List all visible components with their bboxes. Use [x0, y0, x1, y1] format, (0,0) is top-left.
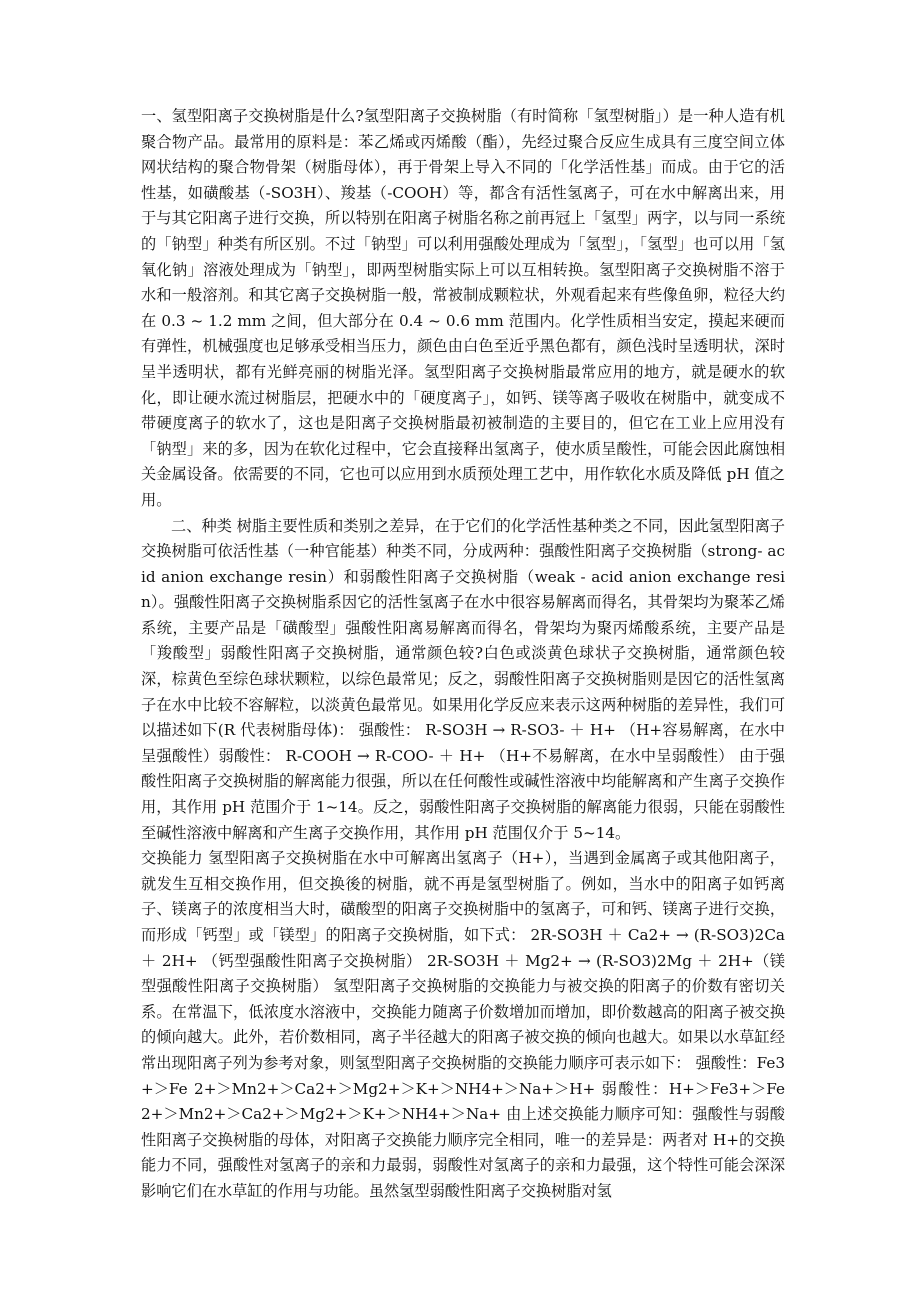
paragraph-types: 二、种类 树脂主要性质和类别之差异，在于它们的化学活性基种类之不同，因此氢型阳离子交换树脂可依活性基（一种官能基）种类不同，分成两种：强酸性阳离子交换树脂（strong- acid anion exchange resin）和弱酸性阳离子交换树脂（weak - acid anion exchange resin）。强酸性阳离子交换树脂系因它的活性氢离子在水中很容易解离而得名，其骨架均为聚苯乙烯系统，主要产品是「磺酸型」强酸性阳离易解离而得名，骨架均为聚丙烯酸系统，主要产品是「羧酸型」弱酸性阳离子交换树脂，通常颜色较?白色或淡黄色球状子交换树脂，通常颜色较深，棕黄色至综色球状颗粒，以综色最常见；反之，弱酸性阳离子交换树脂则是因它的活性氢离子在水中比较不容解粒，以淡黄色最常见。如果用化学反应来表示这两种树脂的差异性，我们可以描述如下(R 代表树脂母体)： 强酸性： R-SO3H → R-SO3- ＋ H+ （H+容易解离，在水中呈强酸性）弱酸性： R-COOH → R-COO- ＋ H+ （H+不易解离，在水中呈弱酸性） 由于强酸性阳离子交换树脂的解离能力很强，所以在任何酸性或碱性溶液中均能解离和产生离子交换作用，其作用 pH 范围介于 1~14。反之，弱酸性阳离子交换树脂的解离能力很弱，只能在弱酸性至碱性溶液中解离和产生离子交换作用，其作用 pH 范围仅介于 5~14。: [141, 516, 785, 842]
paragraph-definition: 一、氢型阳离子交换树脂是什么?氢型阳离子交换树脂（有时简称「氢型树脂」）是一种人造有机聚合物产品。最常用的原料是：苯乙烯或丙烯酸（酯），先经过聚合反应生成具有三度空间立体网状结构的聚合物骨架（树脂母体），再于骨架上导入不同的「化学活性基」而成。由于它的活性基，如磺酸基（-SO3H）、羧基（-COOH）等，都含有活性氢离子，可在水中解离出来，用于与其它阳离子进行交换，所以特别在阳离子树脂名称之前再冠上「氢型」两字，以与同一系统的「钠型」种类有所区别。不过「钠型」可以利用强酸处理成为「氢型」，「氢型」也可以用「氢氧化钠」溶液处理成为「钠型」，即两型树脂实际上可以互相转换。氢型阳离子交换树脂不溶于水和一般溶剂。和其它离子交换树脂一般，常被制成颗粒状，外观看起来有些像鱼卵，粒径大约在 0.3 ~ 1.2 mm 之间，但大部分在 0.4 ~ 0.6 mm 范围内。化学性质相当安定，摸起来硬而有弹性，机械强度也足够承受相当压力，颜色由白色至近乎黑色都有，颜色浅时呈透明状，深时呈半透明状，都有光鲜亮丽的树脂光泽。氢型阳离子交换树脂最常应用的地方，就是硬水的软化，即让硬水流过树脂层，把硬水中的「硬度离子」，如钙、镁等离子吸收在树脂中，就变成不带硬度离子的软水了，这也是阳离子交换树脂最初被制造的主要目的，但它在工业上应用没有「钠型」来的多，因为在软化过程中，它会直接释出氢离子，使水质呈酸性，可能会因此腐蚀相关金属设备。依需要的不同，它也可以应用到水质预处理工艺中，用作软化水质及降低 pH 值之用。: [141, 107, 785, 509]
document-page: [141, 104, 785, 1205]
paragraph-exchange-capacity: 交换能力 氢型阳离子交换树脂在水中可解离出氢离子（H+），当遇到金属离子或其他阳离子，就发生互相交换作用，但交换後的树脂，就不再是氢型树脂了。例如，当水中的阳离子如钙离子、镁离子的浓度相当大时，磺酸型的阳离子交换树脂中的氢离子，可和钙、镁离子进行交换，而形成「钙型」或「镁型」的阳离子交换树脂，如下式： 2R-SO3H ＋ Ca2+ → (R-SO3)2Ca ＋ 2H+ （钙型强酸性阳离子交换树脂） 2R-SO3H ＋ Mg2+ → (R-SO3)2Mg ＋ 2H+（镁型强酸性阳离子交换树脂） 氢型阳离子交换树脂的交换能力与被交换的阳离子的价数有密切关系。在常温下，低浓度水溶液中，交换能力随离子价数增加而增加，即价数越高的阳离子被交换的倾向越大。此外，若价数相同，离子半径越大的阳离子被交换的倾向也越大。如果以水草缸经常出现阳离子列为参考对象，则氢型阳离子交换树脂的交换能力顺序可表示如下： 强酸性：Fe3+＞Fe 2+＞Mn2+＞Ca2+＞Mg2+＞K+＞NH4+＞Na+＞H+ 弱酸性：H+＞Fe3+＞Fe 2+＞Mn2+＞Ca2+＞Mg2+＞K+＞NH4+＞Na+ 由上述交换能力顺序可知：强酸性与弱酸性阳离子交换树脂的母体，对阳离子交换能力顺序完全相同，唯一的差异是：两者对 H+的交换能力不同，强酸性对氢离子的亲和力最弱，弱酸性对氢离子的亲和力最强，这个特性可能会深深影响它们在水草缸的作用与功能。虽然氢型弱酸性阳离子交换树脂对氢: [141, 849, 785, 1200]
